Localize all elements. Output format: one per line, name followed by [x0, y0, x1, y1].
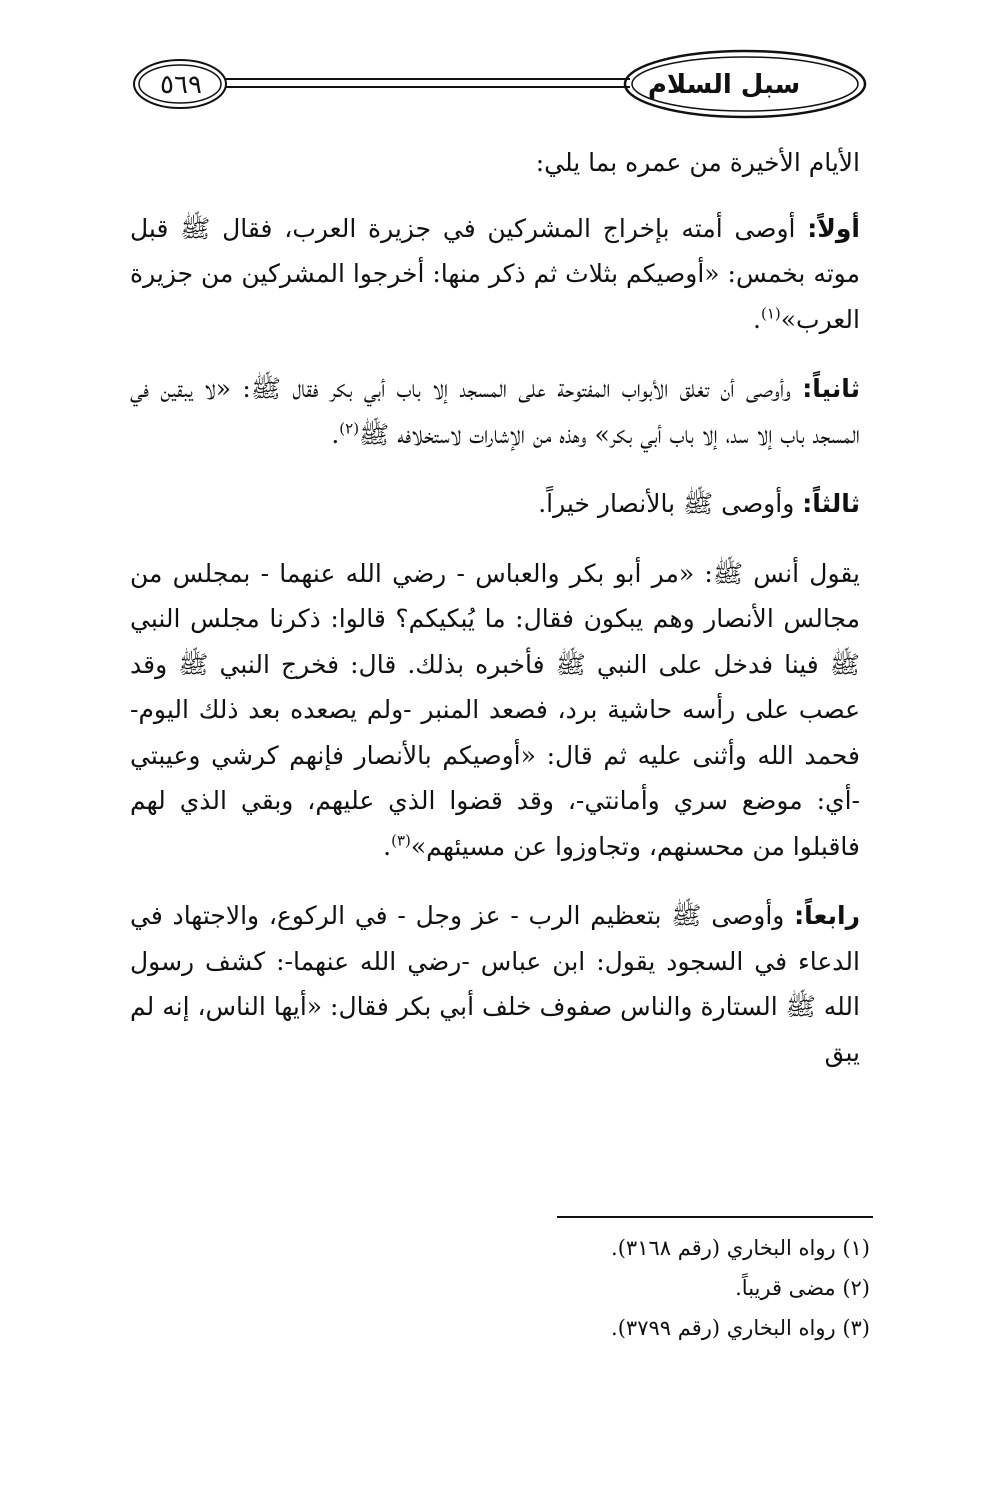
- paragraph-lead: ثالثاً:: [802, 489, 860, 518]
- paragraph-text: أوصى أمته بإخراج المشركين في جزيرة العرب، فقال ﷺ قبل موته بخمس: «أوصيكم بثلاث ثم ذكر منها: أخرجوا المشركين من جزيرة العرب»: [129, 213, 860, 334]
- paragraph-text: يقول أنس ﷺ: «مر أبو بكر والعباس - رضي الله عنهما - بمجلس من مجالس الأنصار وهم يبكون فقال: ما يُبكيكم؟ قالوا: ذكرنا مجلس النبي ﷺ فينا فدخل على النبي ﷺ فأخبره بذلك. قال: فخرج النبي ﷺ وقد عصب على رأسه حاشية برد، فصعد المنبر -ولم يصعده بعد ذلك اليوم- فحمد الله وأثنى عليه ثم قال: «أوصيكم بالأنصار فإنهم كرشي وعيبتي -أي: موضع سري وأمانتي-، وقد قضوا الذي عليهم، وبقي الذي لهم فاقبلوا من محسنهم، وتجاوزوا عن مسيئهم»: [130, 558, 860, 861]
- page-header: [0, 0, 984, 150]
- footnote-ref: (٣): [391, 831, 411, 850]
- page-number: ٥٦٩: [160, 70, 202, 100]
- intro-paragraph: الأيام الأخيرة من عمره بما يلي:: [535, 148, 860, 177]
- paragraph-text: وأوصى ﷺ بالأنصار خيراً.: [538, 489, 795, 518]
- book-title: سبل السلام: [647, 70, 801, 100]
- paragraph-fourth: [130, 893, 860, 1075]
- footnotes: [430, 1228, 870, 1348]
- main-text: [130, 140, 860, 1099]
- paragraph-text: وأوصى ﷺ بتعظيم الرب - عز وجل - في الركوع، والاجتهاد في الدعاء في السجود يقول: ابن عباس -رضي الله عنهما-: كشف رسول الله ﷺ الستارة والناس صفوف خلف أبي بكر فقال: «أيها الناس، إنه لم يبق: [130, 901, 860, 1067]
- paragraph-third: [130, 481, 860, 527]
- footnote-item: (٣) رواه البخاري (رقم ٣٧٩٩).: [611, 1316, 870, 1340]
- paragraph-lead: ثانياً:: [802, 374, 860, 403]
- paragraph-text: وأوصى أن تغلق الأبواب المفتوحة على المسجد إلا باب أبي بكر فقال ﷺ: «لا يبقين في المسجد باب إلا سد، إلا باب أبي بكر» وهذه من الإشارات لاستخلافه ﷺ: [130, 374, 860, 449]
- footnote-ref: (١): [760, 304, 781, 323]
- paragraph-second: ثانياً: وأوصى أن تغلق الأبواب المفتوحة على المسجد إلا باب أبي بكر فقال ﷺ: «لا يبقين في المسجد باب إلا سد، إلا باب أبي بكر» وهذه من الإشارات لاستخلافه ﷺ$^{(٢)}$.: [130, 374, 860, 449]
- paragraph-anas-hadith: يقول أنس ﷺ: «مر أبو بكر والعباس - رضي الله عنهما - بمجلس من مجالس الأنصار وهم يبكون فقال: ما يُبكيكم؟ قالوا: ذكرنا مجلس النبي ﷺ فينا فدخل على النبي ﷺ فأخبره بذلك. قال: فخرج النبي ﷺ وقد عصب على رأسه حاشية برد، فصعد المنبر -ولم يصعده بعد ذلك اليوم- فحمد الله وأثنى عليه ثم قال: «أوصيكم بالأنصار فإنهم كرشي وعيبتي -أي: موضع سري وأمانتي-، وقد قضوا الذي عليهم، وبقي الذي لهم فاقبلوا من محسنهم، وتجاوزوا عن مسيئهم»$^{(٣)}$.: [130, 558, 860, 861]
- paragraph-lead: أولاً:: [807, 213, 860, 243]
- paragraph-lead: رابعاً:: [794, 901, 861, 930]
- footnote-item: (٢) مضى قريباً.: [735, 1276, 870, 1300]
- footnote-item: (١) رواه البخاري (رقم ٣١٦٨).: [611, 1236, 870, 1260]
- footnote-ref: (٢): [339, 419, 360, 438]
- footnote-separator: [557, 1216, 873, 1218]
- paragraph-first: أولاً: أوصى أمته بإخراج المشركين في جزيرة العرب، فقال ﷺ قبل موته بخمس: «أوصيكم بثلاث ثم ذكر منها: أخرجوا المشركين من جزيرة العرب»$^{(١)}$.: [129, 213, 860, 334]
